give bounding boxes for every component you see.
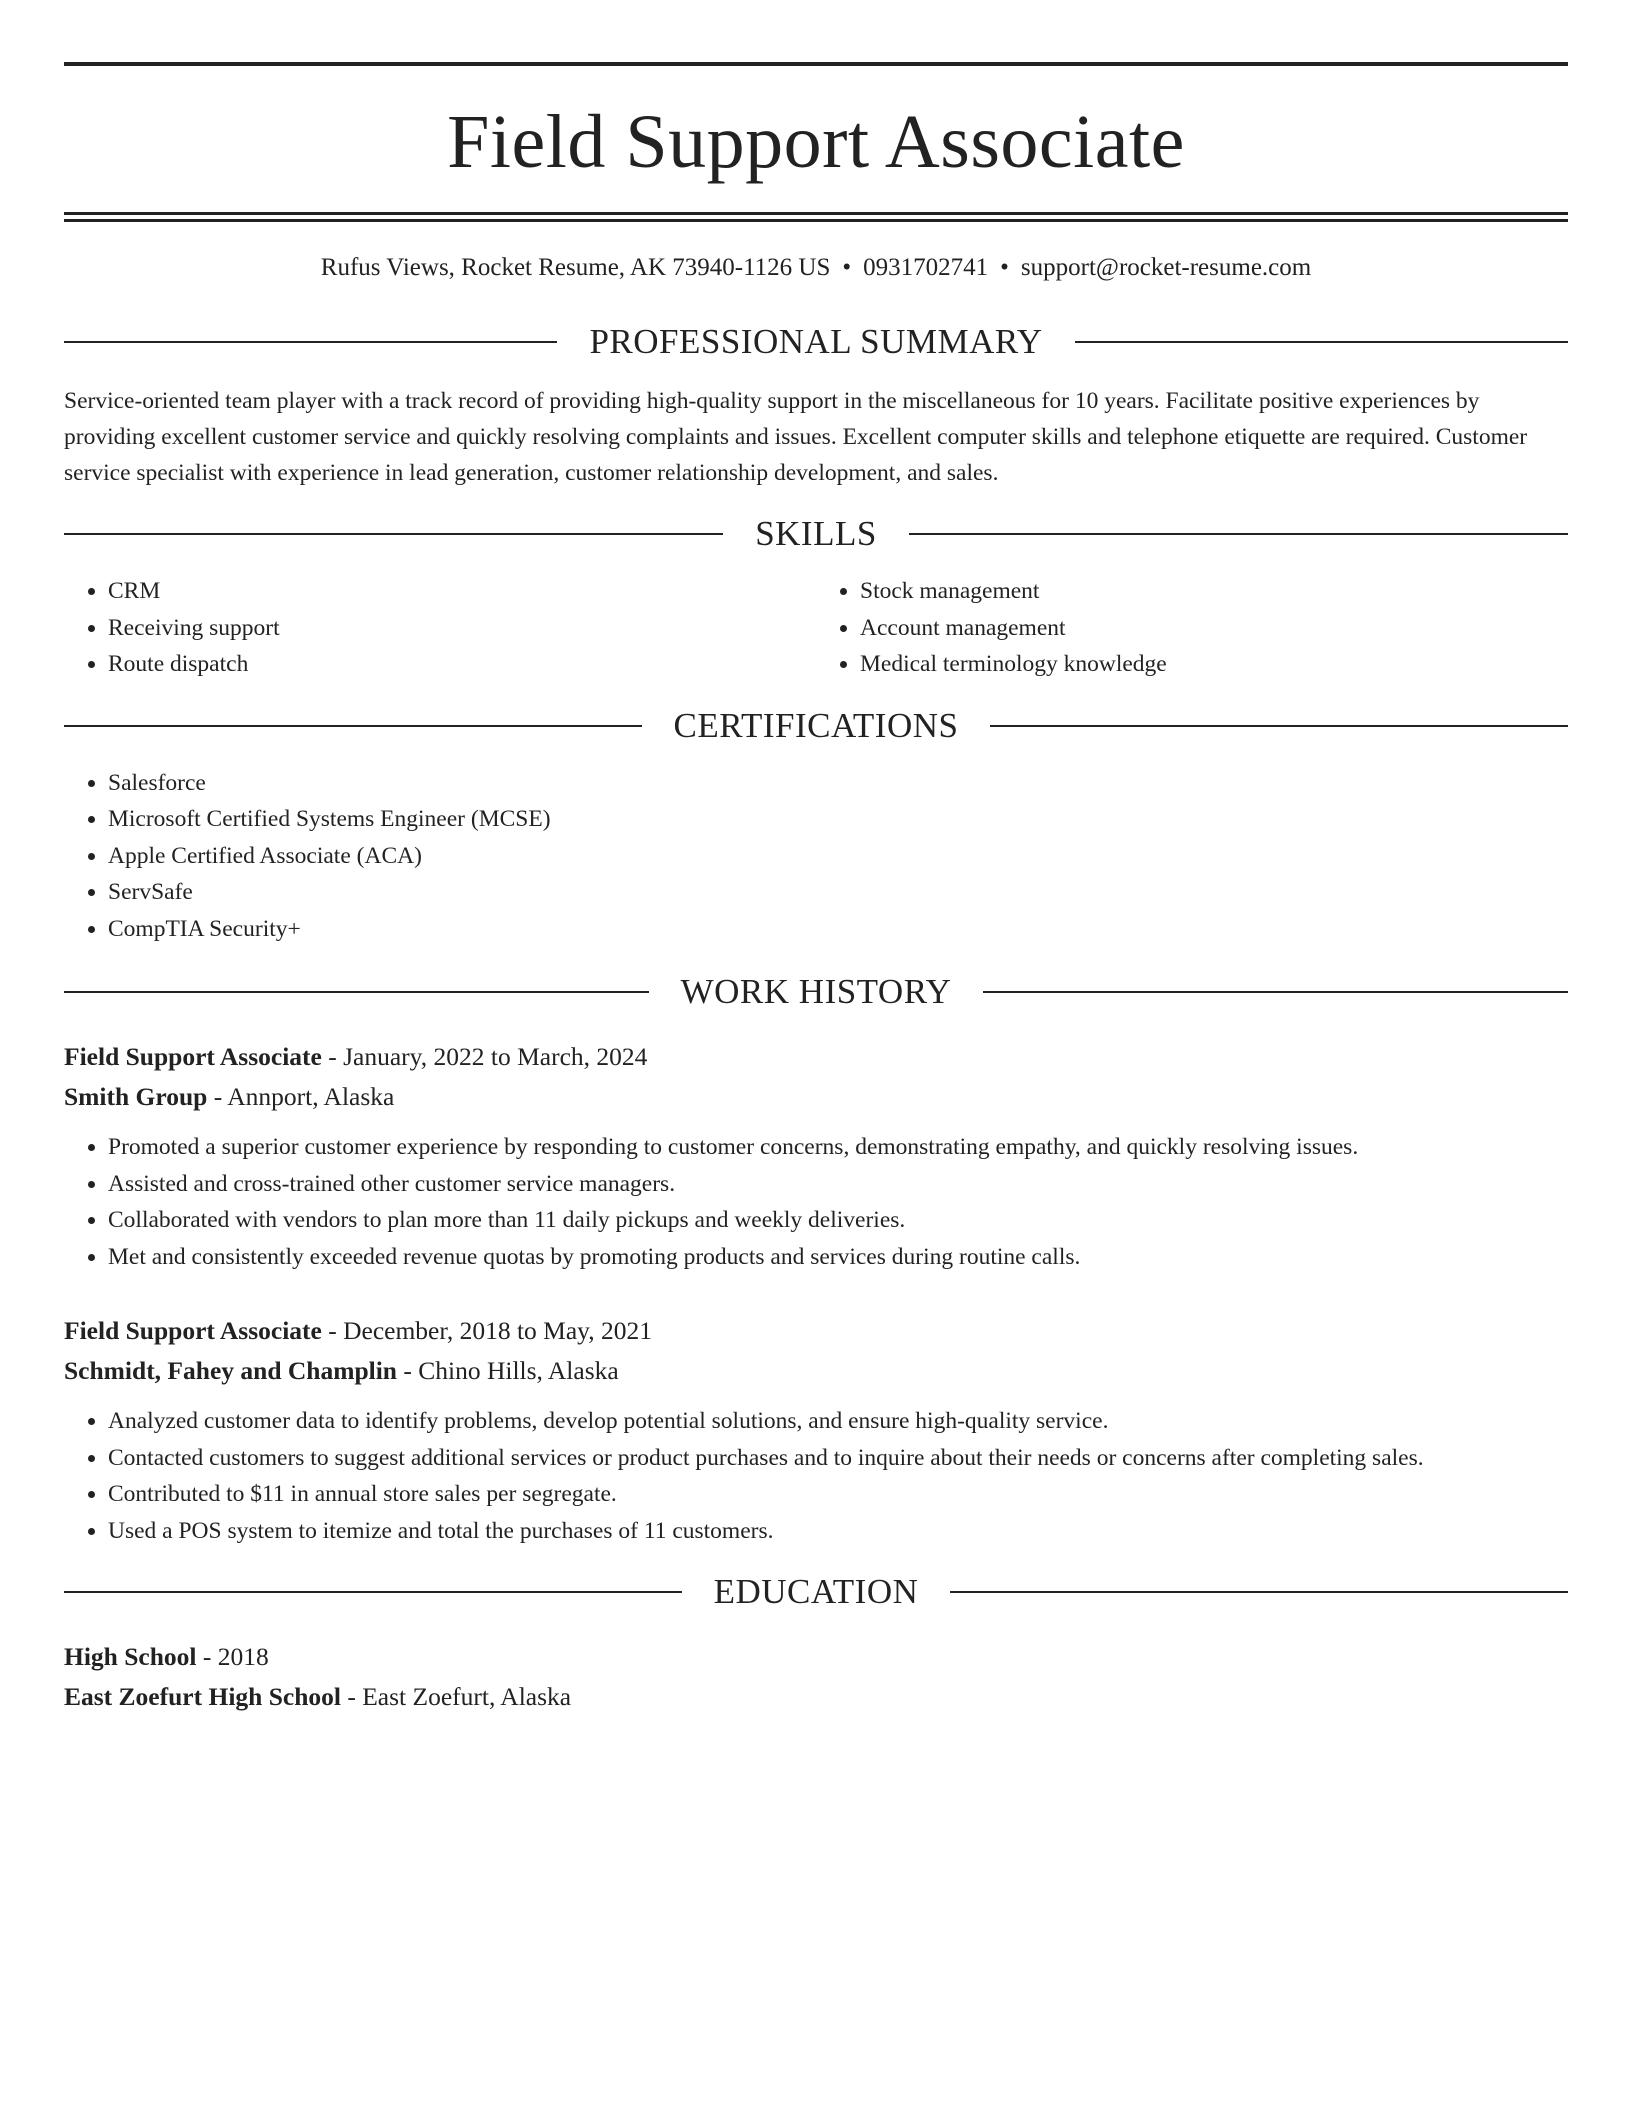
page-title: Field Support Associate [447,100,1185,184]
skill-item: • Account management [860,610,1568,647]
contact-separator: • [842,254,852,281]
job-dates: - January, 2022 to March, 2024 [321,1042,648,1071]
job-bullet: • Analyzed customer data to identify problems, develop potential solutions, and ensure high-quality service. [108,1403,1568,1440]
contact-phone: 0931702741 [863,254,989,281]
education-entry [64,1637,1568,1717]
contact-separator: • [1000,254,1009,281]
education-school: East Zoefurt High School [64,1682,341,1711]
job-company-line [64,1351,1568,1391]
section-header-certifications [64,705,1568,747]
job-location: - Chino Hills, Alaska [397,1356,619,1385]
section-title: PROFESSIONAL SUMMARY [589,322,1043,361]
section-rule [64,1591,682,1593]
section-rule [1075,341,1568,343]
job-dates: - December, 2018 to May, 2021 [321,1316,653,1345]
skills-list [64,573,1568,683]
job-entry [64,1037,1568,1275]
job-location: - Annport, Alaska [207,1082,395,1111]
certification-item: • Microsoft Certified Systems Engineer (MCSE) [108,801,1568,838]
job-title-line [64,1311,1568,1351]
section-title: CERTIFICATIONS [673,705,959,745]
job-bullet: • Contacted customers to suggest additional services or product purchases and to inquire about their needs or concerns after completing sales. [108,1440,1568,1477]
section-header-education [64,1571,1568,1613]
skill-item: • Route dispatch [108,646,816,683]
contact-address: Rufus Views, Rocket Resume, AK 73940-1126 US [320,254,831,281]
education-year: - 2018 [196,1642,269,1671]
section-rule [64,725,642,727]
top-rule [64,62,1568,66]
job-entry [64,1311,1568,1549]
job-bullet: • Collaborated with vendors to plan more than 11 daily pickups and weekly deliveries. [108,1202,1568,1239]
skill-item: • CRM [108,573,816,610]
job-bullet: • Used a POS system to itemize and total the purchases of 11 customers. [108,1513,1568,1550]
section-title: SKILLS [755,514,877,553]
skill-item: • Stock management [860,573,1568,610]
job-bullet: • Met and consistently exceeded revenue quotas by promoting products and services during routine calls. [108,1239,1568,1276]
section-rule [64,341,557,343]
job-title: Field Support Associate [64,1316,322,1345]
skill-item: • Medical terminology knowledge [860,646,1568,683]
certifications-list [64,765,1568,948]
certification-item: • ServSafe [108,874,1568,911]
job-bullets [64,1403,1568,1549]
certification-item: • CompTIA Security+ [108,911,1568,948]
section-rule [909,533,1568,535]
section-header-work-history [64,971,1568,1013]
job-company: Schmidt, Fahey and Champlin [64,1356,397,1385]
contact-line [64,250,1568,285]
education-degree-line [64,1637,1568,1677]
skill-item: • Receiving support [108,610,816,647]
job-company: Smith Group [64,1082,208,1111]
summary-text: Service-oriented team player with a track record of providing high-quality support in the miscellaneous for 10 years. Facilitate positive experiences by providing excellent customer service and quickly resolving complaints and issues. Excellent computer skills and telephone etiquette are required. Customer service specialist with experience in lead generation, customer relationship development, and sales. [64,388,1528,486]
section-header-summary [64,321,1568,363]
section-rule [64,533,723,535]
section-rule [64,991,649,993]
section-rule [950,1591,1568,1593]
job-title: Field Support Associate [64,1042,322,1071]
job-bullet: • Promoted a superior customer experience by responding to customer concerns, demonstrating empathy, and quickly resolving issues. [108,1129,1568,1166]
section-title: EDUCATION [713,1572,919,1611]
certification-item: • Salesforce [108,765,1568,802]
education-school-line [64,1677,1568,1717]
section-header-skills [64,513,1568,555]
job-title-line [64,1037,1568,1077]
contact-email: support@rocket-resume.com [1020,254,1312,281]
education-location: - East Zoefurt, Alaska [340,1682,572,1711]
skills-column-right [816,573,1568,683]
skills-column-left [64,573,816,683]
certification-item: • Apple Certified Associate (ACA) [108,838,1568,875]
education-degree: High School [64,1642,197,1671]
section-rule [990,725,1568,727]
title-double-rule [64,212,1568,222]
section-title: WORK HISTORY [680,972,952,1011]
section-rule [983,991,1568,993]
job-bullet: • Assisted and cross-trained other customer service managers. [108,1166,1568,1203]
job-bullet: • Contributed to $11 in annual store sales per segregate. [108,1476,1568,1513]
job-bullets [64,1129,1568,1275]
job-company-line [64,1077,1568,1117]
